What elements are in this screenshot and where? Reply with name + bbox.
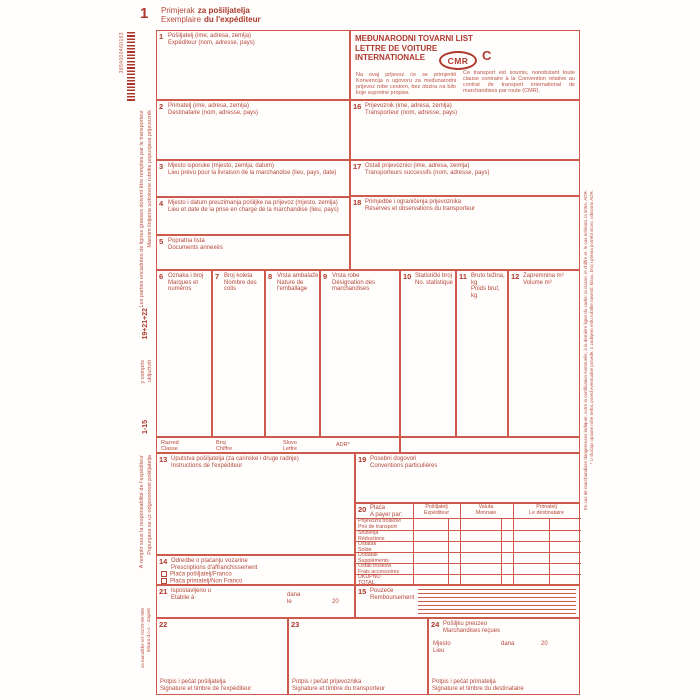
box-10-label: Statistički broj No. statistique	[415, 273, 454, 286]
box-1-sender	[156, 30, 350, 100]
box-4-taking-over-place	[156, 197, 350, 235]
box-1-number: 1	[159, 32, 164, 41]
box-19-label: Posebni dogovori Conventions particulières	[370, 456, 438, 469]
box-7-label: Broj koleta Nombre des colis	[224, 273, 257, 292]
box-2-consignee	[156, 100, 350, 160]
fee-row-other-charges: Ostali troškovi Frais accessoires	[358, 563, 400, 575]
box-8-number: 8	[268, 272, 273, 281]
chiffre-label: Broj Chiffre	[216, 440, 233, 452]
box-13-label: Uputstva pošiljatelja (za carinske i druge radnje) Instructions de l'expéditeur	[171, 456, 299, 469]
box-15-label: Pouzeće Remboursement	[370, 588, 415, 601]
box-16-label: Prijevoznik (ime, adresa, zemlja) Transporteur (nom, adresse, pays)	[365, 103, 458, 116]
margin-including-fr: y compris	[140, 360, 146, 384]
margin-carrier-note-fr: Les parties encadrées de lignes grasses doivent être remplies par le transporteur	[139, 110, 145, 308]
box-12-volume	[508, 270, 580, 437]
fee-grid-hline	[356, 552, 581, 553]
copy-label	[161, 6, 261, 24]
fee-row-reductions: Sniženja Réductions	[358, 530, 385, 542]
box-19-number: 19	[358, 455, 367, 464]
box-17-label: Ostali prijevoznici (ime, adresa, zemlja) Transporteurs successifs (nom, adresse, pays)	[365, 163, 490, 176]
fee-row-carriage: Prijevozni troškovi Prix de transport	[358, 518, 401, 530]
fee-col-sender: Pošiljatelj Expéditeur	[423, 504, 450, 516]
adr-footnote-hr: * U slučaju opasne robe treba, pored eventualne potvrde, u zadnjem redu rubrike navesti: klasu, broj i prema potrebi slovo, odnosno ADR.	[589, 190, 594, 465]
adr-footnote-fr: En cas de marchandises dangereuses indiquer, outre la certification éventuelle, à la dernière ligne du cadre: la classe, le chiffre et, le cas échéant, la lettre, ADR.	[583, 190, 588, 511]
adr-class-row-right	[400, 437, 580, 453]
box-22-sender-signature	[156, 618, 288, 695]
box-5-documents	[156, 235, 350, 270]
box-20-number: 20	[358, 505, 367, 514]
box-4-number: 4	[159, 199, 164, 208]
box-20-charges-table	[355, 503, 580, 585]
fee-row-total: UKUPNO TOTAL	[358, 574, 381, 586]
box-16-number: 16	[353, 102, 362, 111]
box-13-number: 13	[159, 455, 168, 464]
box-3-number: 3	[159, 162, 164, 171]
box-23-number: 23	[291, 620, 300, 629]
cmr-logo: CMR	[439, 51, 477, 70]
printer-imprint-line2: za narudžbe tel: 01/29-06-086	[140, 608, 145, 669]
box-5-label: Popratna lista Documents annexés	[168, 238, 223, 251]
box-23-signature-label: Potpis i pečat prijevoznika Signature et timbre du transporteur	[292, 679, 386, 692]
box-24-number: 24	[431, 620, 440, 629]
box-18-carrier-reservations	[350, 196, 580, 270]
copy-label-hr: Primjerak	[161, 6, 195, 15]
box-21-label: Ispostavljeno u Etablie à	[171, 588, 212, 601]
box-21-date-label: dana le	[287, 592, 301, 605]
box-2-label: Primatelj (ime, adresa, zemlja) Destinataire (nom, adresse, pays)	[168, 103, 259, 116]
box-12-label: Zapremnina m³ Volume m³	[523, 273, 564, 286]
box-9-number: 9	[323, 272, 328, 281]
convention-note-fr: Ce transport est soumis, nonobstant toute clause contraire à la Convention relative au contrat de transport international de marchandises par route (CMR).	[463, 70, 575, 94]
box-14-payment-terms	[156, 555, 355, 585]
box-10-number: 10	[403, 272, 412, 281]
box-16-carrier	[350, 100, 580, 160]
cmr-header-block	[350, 30, 580, 100]
margin-carrier-note-hr: Masnim linijama uokvirene rubrike popunjava prijevoznik	[147, 110, 153, 248]
box-3-delivery-place	[156, 160, 350, 197]
box-9-label: Vrsta robe Désignation des marchandises	[332, 273, 376, 292]
convention-note-hr: Na ovaj prijevoz će se primjeniti Konvencija o ugovoru za međunarodni prijevoz robe cestom, bez obzira na bilo koje suprotne propise.	[356, 72, 456, 96]
box-11-gross-weight	[456, 270, 508, 437]
box-8-label: Vrsta ambalaže Nature de l'emballage	[277, 273, 319, 292]
box-6-label: Oznaka i broj Marques et numéros	[168, 273, 204, 292]
box-21-number: 21	[159, 587, 168, 596]
box-10-statistical-number	[400, 270, 456, 437]
box-23-carrier-signature	[288, 618, 428, 695]
box-18-label: Primjedbe i ograničenja prijevoznika Réserves et observations du transporteur	[365, 199, 476, 212]
box-1-label: Pošiljatelj (ime, adresa, zemlja) Expéditeur (nom, adresse, pays)	[168, 33, 255, 46]
lettre-label: Slovo Lettre	[283, 440, 298, 452]
margin-including-hr: uključivši	[147, 360, 153, 383]
box-15-number: 15	[358, 587, 367, 596]
adr-class-row	[156, 437, 400, 453]
box-17-successive-carriers	[350, 160, 580, 196]
box-3-label: Mjesto isporuke (mjesto, zemlja, datum) Lieu prévu pour la livraison de la marchandise (lieu, pays, date)	[168, 163, 337, 176]
barcode-number: 3854000460163	[119, 32, 125, 74]
box-20-label: Plaća A payer par:	[370, 505, 403, 518]
box-14-number: 14	[159, 557, 168, 566]
copy-letter: C	[482, 48, 492, 63]
box-21-year-prefix: 20	[332, 599, 339, 605]
margin-range-19-21-22: 19+21+22	[142, 308, 149, 340]
class-label: Razred Classe	[161, 440, 179, 452]
box-19-special-agreements	[355, 453, 580, 503]
copy-label-fr-bold: du l'expéditeur	[204, 15, 261, 24]
copy-label-fr: Exemplaire	[161, 15, 202, 24]
printer-imprint-line1: tiskara d.o.o. - Zagreb	[146, 608, 151, 653]
box-2-number: 2	[159, 102, 164, 111]
copy-number: 1	[140, 5, 149, 22]
non-franco-checkbox	[161, 578, 167, 584]
box-7-number-of-packages	[212, 270, 265, 437]
box-24-signature-label: Potpis i pečat primatelja Signature et timbre du destinataire	[432, 679, 524, 692]
fee-col-currency: Valuta Monnaie	[475, 504, 497, 516]
box-24-year-prefix: 20	[541, 641, 548, 647]
box-11-label: Bruto težina, kg Poids brut, kg	[471, 273, 505, 299]
box-22-signature-label: Potpis i pečat pošiljatelja Signature et timbre de l'expéditeur	[160, 679, 252, 692]
box-6-marks-numbers	[156, 270, 212, 437]
margin-sender-note-hr: Popunjava se uz odgovornost pošiljatelja	[147, 455, 153, 555]
box-12-number: 12	[511, 272, 520, 281]
franco-option: Plaća pošiljatelj/Franco	[161, 571, 232, 578]
box-24-label: Pošiljku preuzeo Marchandises reçues	[443, 621, 501, 634]
fee-col-consignee: Primatelj Le destinataire	[529, 504, 564, 516]
cmr-title: MEĐUNARODNI TOVARNI LIST LETTRE DE VOITURE INTERNATIONALE	[355, 34, 473, 62]
non-franco-option: Plaća primatelj/Non Franco	[161, 578, 242, 585]
box-14-label: Odredbe o plaćanju vozarine Prescriptions d'affranchissement	[171, 558, 258, 571]
adr-label: ADR*	[336, 442, 350, 448]
box-21-established-at	[156, 585, 355, 618]
franco-checkbox	[161, 571, 167, 577]
fee-row-supplements: Dodatak Suppléments	[358, 552, 389, 564]
box-24-date-label: dana	[501, 641, 515, 647]
fee-row-balance: Ostatak Solde	[358, 541, 377, 553]
fee-grid-hline	[356, 541, 581, 542]
box-5-number: 5	[159, 237, 164, 246]
box-13-sender-instructions	[156, 453, 355, 555]
box-15-cash-on-delivery	[355, 585, 580, 618]
box-22-number: 22	[159, 620, 168, 629]
box-24-place-label: Mjesto Lieu	[433, 641, 451, 654]
box-7-number: 7	[215, 272, 220, 281]
box-4-label: Mjesto i datum preuzimanja pošiljke na prijevoz (mjesto, zemlja) Lieu et date de la prise en charge de la marchandise (lieu, pays)	[168, 200, 339, 213]
box-6-number: 6	[159, 272, 164, 281]
box-24-goods-received	[428, 618, 580, 695]
margin-range-1-15: 1-15	[142, 420, 149, 435]
box-18-number: 18	[353, 198, 362, 207]
box-17-number: 17	[353, 162, 362, 171]
box-11-number: 11	[459, 272, 467, 281]
margin-sender-note-fr: A remplir sous la responsabilité de l'expéditeur	[139, 455, 145, 569]
barcode	[127, 32, 135, 102]
box-9-nature-of-goods	[320, 270, 400, 437]
box-15-ruled-lines	[418, 589, 576, 615]
box-8-packing-method	[265, 270, 320, 437]
copy-label-hr-bold: za pošiljatelja	[197, 6, 250, 15]
